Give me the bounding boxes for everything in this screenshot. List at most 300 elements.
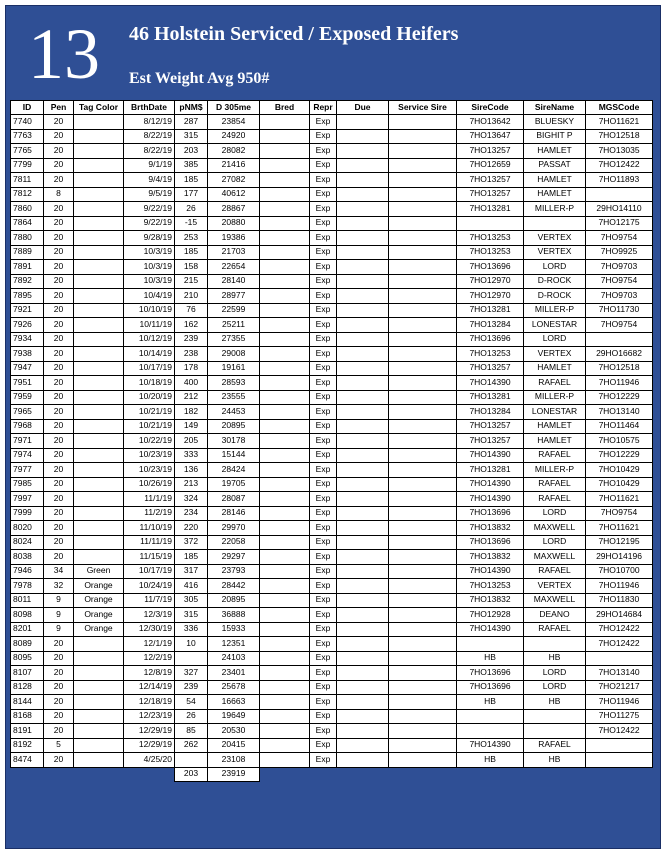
cell-pen: 20 — [44, 216, 74, 231]
cell-sire-code: 7HO13253 — [457, 245, 524, 260]
cell-birth-date: 10/4/19 — [124, 289, 175, 304]
cell-tag-color: Green — [74, 564, 124, 579]
cell-repr: Exp — [310, 506, 337, 521]
cell-id: 8192 — [11, 738, 44, 753]
cell-sire-name: HB — [524, 753, 586, 768]
lot-title: 46 Holstein Serviced / Exposed Heifers — [129, 23, 459, 45]
cell-birth-date: 10/10/19 — [124, 303, 175, 318]
cell-mgs-code — [586, 651, 653, 666]
cell-id: 8089 — [11, 637, 44, 652]
table-row — [11, 376, 653, 391]
cell-birth-date: 11/15/19 — [124, 550, 175, 565]
cell-mgs-code: 7HO11946 — [586, 376, 653, 391]
totals-row — [11, 767, 653, 782]
cell-repr: Exp — [310, 390, 337, 405]
table-row — [11, 724, 653, 739]
cell-bred — [260, 622, 310, 637]
cell-bred — [260, 709, 310, 724]
cell-sire-name: RAFAEL — [524, 448, 586, 463]
cell-mgs-code: 7HO11464 — [586, 419, 653, 434]
cell-birth-date: 11/7/19 — [124, 593, 175, 608]
cell-pen: 9 — [44, 622, 74, 637]
cell-id: 7997 — [11, 492, 44, 507]
cell-due — [337, 579, 389, 594]
cell-sire-name: MAXWELL — [524, 550, 586, 565]
cell-mgs-code: 7HO13140 — [586, 405, 653, 420]
cell-id: 7860 — [11, 202, 44, 217]
cell-tag-color — [74, 376, 124, 391]
cell-repr: Exp — [310, 187, 337, 202]
table-row — [11, 332, 653, 347]
cell-birth-date: 9/4/19 — [124, 173, 175, 188]
cell-service-sire — [389, 506, 457, 521]
cell-tag-color: Orange — [74, 608, 124, 623]
cell-due — [337, 129, 389, 144]
cell-due — [337, 651, 389, 666]
cell-pnm: 149 — [175, 419, 208, 434]
table-row — [11, 347, 653, 362]
cell-pen: 20 — [44, 376, 74, 391]
cell-sire-name: HAMLET — [524, 419, 586, 434]
cell-pnm: 317 — [175, 564, 208, 579]
table-row — [11, 564, 653, 579]
cell-service-sire — [389, 115, 457, 130]
cell-birth-date: 10/21/19 — [124, 405, 175, 420]
cell-bred — [260, 245, 310, 260]
cell-sire-code: 7HO13257 — [457, 173, 524, 188]
cell-tag-color — [74, 129, 124, 144]
cell-service-sire — [389, 666, 457, 681]
cell-mgs-code: 7HO10575 — [586, 434, 653, 449]
cell-tag-color — [74, 666, 124, 681]
cell-sire-code: 7HO13696 — [457, 666, 524, 681]
cell-sire-name: DEANO — [524, 608, 586, 623]
cell-pen: 20 — [44, 680, 74, 695]
cell-pen: 20 — [44, 724, 74, 739]
cell-due — [337, 564, 389, 579]
cell-d305me: 28146 — [208, 506, 260, 521]
cell-pnm — [175, 753, 208, 768]
cell-due — [337, 492, 389, 507]
cell-sire-name: BIGHIT P — [524, 129, 586, 144]
cell-sire-code — [457, 709, 524, 724]
cell-due — [337, 535, 389, 550]
cell-pen: 9 — [44, 593, 74, 608]
cell-mgs-code — [586, 738, 653, 753]
cell-sire-code: HB — [457, 695, 524, 710]
cell-d305me: 12351 — [208, 637, 260, 652]
cell-d305me: 22058 — [208, 535, 260, 550]
cell-sire-code: 7HO14390 — [457, 477, 524, 492]
cell-pnm: 185 — [175, 245, 208, 260]
cell-sire-code: 7HO13696 — [457, 260, 524, 275]
cell-repr: Exp — [310, 419, 337, 434]
cell-sire-code: 7HO13642 — [457, 115, 524, 130]
cell-birth-date: 9/22/19 — [124, 202, 175, 217]
cell-service-sire — [389, 492, 457, 507]
cell-d305me: 15933 — [208, 622, 260, 637]
cell-service-sire — [389, 376, 457, 391]
cell-bred — [260, 535, 310, 550]
cell-sire-code: 7HO13647 — [457, 129, 524, 144]
cell-id: 8144 — [11, 695, 44, 710]
cell-birth-date: 9/22/19 — [124, 216, 175, 231]
cell-d305me: 28867 — [208, 202, 260, 217]
cell-mgs-code: 29HO14684 — [586, 608, 653, 623]
table-header-row — [11, 101, 653, 115]
table-row — [11, 622, 653, 637]
cell-d305me: 30178 — [208, 434, 260, 449]
cell-bred — [260, 260, 310, 275]
cell-mgs-code: 7HO11946 — [586, 579, 653, 594]
cell-pen: 20 — [44, 651, 74, 666]
cell-tag-color — [74, 448, 124, 463]
cell-repr: Exp — [310, 361, 337, 376]
cell-id: 7974 — [11, 448, 44, 463]
cell-sire-code: 7HO14390 — [457, 738, 524, 753]
cell-sire-code: 7HO13281 — [457, 202, 524, 217]
table-row — [11, 216, 653, 231]
cell-tag-color — [74, 709, 124, 724]
cell-id: 7763 — [11, 129, 44, 144]
cell-sire-code: 7HO13253 — [457, 231, 524, 246]
cell-service-sire — [389, 564, 457, 579]
cell-service-sire — [389, 434, 457, 449]
cell-service-sire — [389, 144, 457, 159]
cell-sire-code: 7HO12928 — [457, 608, 524, 623]
cell-d305me: 15144 — [208, 448, 260, 463]
cell-tag-color — [74, 274, 124, 289]
cell-sire-name — [524, 216, 586, 231]
lot-subtitle: Est Weight Avg 950# — [129, 70, 270, 87]
cell-pnm: 203 — [175, 144, 208, 159]
cell-birth-date: 10/22/19 — [124, 434, 175, 449]
cell-sire-name: LORD — [524, 260, 586, 275]
table-row — [11, 492, 653, 507]
cell-sire-name: MILLER-P — [524, 303, 586, 318]
cell-pnm: 385 — [175, 158, 208, 173]
cell-tag-color — [74, 477, 124, 492]
cell-pnm: 76 — [175, 303, 208, 318]
cell-repr: Exp — [310, 318, 337, 333]
cell-mgs-code — [586, 753, 653, 768]
cell-birth-date: 10/3/19 — [124, 274, 175, 289]
cell-sire-name: MAXWELL — [524, 521, 586, 536]
cell-pen: 8 — [44, 187, 74, 202]
heifer-table — [10, 100, 653, 782]
cell-tag-color: Orange — [74, 622, 124, 637]
table-row — [11, 738, 653, 753]
table-row — [11, 419, 653, 434]
cell-pen: 20 — [44, 405, 74, 420]
cell-pnm: 26 — [175, 202, 208, 217]
cell-id: 8020 — [11, 521, 44, 536]
cell-pnm: 336 — [175, 622, 208, 637]
cell-pen: 20 — [44, 521, 74, 536]
cell-id: 8095 — [11, 651, 44, 666]
cell-tag-color — [74, 535, 124, 550]
cell-mgs-code — [586, 187, 653, 202]
cell-tag-color — [74, 506, 124, 521]
cell-mgs-code: 7HO12422 — [586, 158, 653, 173]
cell-pnm: 85 — [175, 724, 208, 739]
cell-bred — [260, 753, 310, 768]
cell-pen: 20 — [44, 506, 74, 521]
cell-service-sire — [389, 535, 457, 550]
cell-birth-date: 8/12/19 — [124, 115, 175, 130]
cell-mgs-code: 7HO12518 — [586, 129, 653, 144]
cell-due — [337, 332, 389, 347]
cell-due — [337, 593, 389, 608]
cell-sire-code: 7HO13257 — [457, 361, 524, 376]
cell-bred — [260, 550, 310, 565]
cell-tag-color — [74, 695, 124, 710]
cell-id: 8201 — [11, 622, 44, 637]
cell-birth-date: 9/1/19 — [124, 158, 175, 173]
cell-due — [337, 216, 389, 231]
cell-sire-name — [524, 637, 586, 652]
cell-pen: 20 — [44, 347, 74, 362]
cell-id: 8098 — [11, 608, 44, 623]
cell-bred — [260, 376, 310, 391]
cell-service-sire — [389, 332, 457, 347]
cell-d305me: 20895 — [208, 419, 260, 434]
cell-pnm: 212 — [175, 390, 208, 405]
cell-id: 8024 — [11, 535, 44, 550]
cell-sire-code: 7HO13832 — [457, 593, 524, 608]
cell-bred — [260, 579, 310, 594]
cell-mgs-code: 7HO12229 — [586, 448, 653, 463]
cell-bred — [260, 738, 310, 753]
cell-mgs-code: 7HO9754 — [586, 506, 653, 521]
cell-pen: 20 — [44, 260, 74, 275]
cell-birth-date: 11/2/19 — [124, 506, 175, 521]
cell-id: 7946 — [11, 564, 44, 579]
cell-sire-name: RAFAEL — [524, 492, 586, 507]
cell-pen: 20 — [44, 390, 74, 405]
table-row — [11, 303, 653, 318]
cell-repr: Exp — [310, 332, 337, 347]
cell-pen: 20 — [44, 550, 74, 565]
cell-service-sire — [389, 173, 457, 188]
cell-mgs-code: 7HO10429 — [586, 477, 653, 492]
cell-pen: 20 — [44, 477, 74, 492]
cell-id: 7799 — [11, 158, 44, 173]
lot-number: 13 — [28, 14, 100, 94]
cell-sire-name: VERTEX — [524, 579, 586, 594]
cell-id: 8168 — [11, 709, 44, 724]
cell-bred — [260, 564, 310, 579]
cell-service-sire — [389, 216, 457, 231]
cell-pnm: 315 — [175, 608, 208, 623]
cell-d305me: 21703 — [208, 245, 260, 260]
cell-tag-color — [74, 753, 124, 768]
cell-sire-name — [524, 709, 586, 724]
cell-pnm: 54 — [175, 695, 208, 710]
cell-d305me: 20415 — [208, 738, 260, 753]
cell-service-sire — [389, 753, 457, 768]
cell-pen: 20 — [44, 158, 74, 173]
cell-repr: Exp — [310, 115, 337, 130]
cell-mgs-code: 7HO9925 — [586, 245, 653, 260]
cell-sire-name: D-ROCK — [524, 274, 586, 289]
cell-service-sire — [389, 318, 457, 333]
col-header-pen: Pen — [44, 101, 74, 115]
cell-sire-name: RAFAEL — [524, 738, 586, 753]
cell-sire-name: LORD — [524, 680, 586, 695]
cell-pnm: 158 — [175, 260, 208, 275]
cell-repr: Exp — [310, 637, 337, 652]
cell-tag-color — [74, 202, 124, 217]
cell-service-sire — [389, 477, 457, 492]
cell-repr: Exp — [310, 753, 337, 768]
cell-service-sire — [389, 637, 457, 652]
cell-bred — [260, 637, 310, 652]
cell-sire-code: 7HO13696 — [457, 506, 524, 521]
cell-service-sire — [389, 622, 457, 637]
cell-pen: 20 — [44, 289, 74, 304]
cell-mgs-code: 7HO12518 — [586, 361, 653, 376]
cell-pnm: 262 — [175, 738, 208, 753]
cell-sire-code: 7HO12970 — [457, 274, 524, 289]
cell-due — [337, 231, 389, 246]
cell-birth-date: 12/29/19 — [124, 738, 175, 753]
cell-mgs-code: 7HO12422 — [586, 724, 653, 739]
cell-due — [337, 144, 389, 159]
cell-mgs-code: 7HO11946 — [586, 695, 653, 710]
cell-tag-color — [74, 724, 124, 739]
cell-service-sire — [389, 550, 457, 565]
cell-repr: Exp — [310, 202, 337, 217]
cell-mgs-code: 7HO11621 — [586, 492, 653, 507]
cell-service-sire — [389, 187, 457, 202]
cell-d305me: 28082 — [208, 144, 260, 159]
cell-pen: 20 — [44, 492, 74, 507]
cell-d305me: 27355 — [208, 332, 260, 347]
cell-due — [337, 405, 389, 420]
cell-sire-code: 7HO13832 — [457, 521, 524, 536]
cell-birth-date: 10/26/19 — [124, 477, 175, 492]
cell-pnm: 372 — [175, 535, 208, 550]
table-row — [11, 274, 653, 289]
cell-due — [337, 390, 389, 405]
cell-pen: 20 — [44, 129, 74, 144]
cell-sire-code: 7HO14390 — [457, 492, 524, 507]
cell-pnm: 215 — [175, 274, 208, 289]
col-header-repr: Repr — [310, 101, 337, 115]
cell-pnm: 220 — [175, 521, 208, 536]
cell-pen: 20 — [44, 173, 74, 188]
cell-d305me: 29970 — [208, 521, 260, 536]
cell-tag-color — [74, 245, 124, 260]
cell-d305me: 21416 — [208, 158, 260, 173]
cell-pnm: 315 — [175, 129, 208, 144]
cell-sire-name: HB — [524, 695, 586, 710]
cell-bred — [260, 680, 310, 695]
cell-d305me: 28977 — [208, 289, 260, 304]
cell-sire-name: VERTEX — [524, 347, 586, 362]
col-header-due: Due — [337, 101, 389, 115]
cell-mgs-code: 7HO11621 — [586, 521, 653, 536]
table-row — [11, 289, 653, 304]
cell-sire-name: D-ROCK — [524, 289, 586, 304]
cell-pen: 20 — [44, 637, 74, 652]
cell-birth-date: 12/1/19 — [124, 637, 175, 652]
cell-due — [337, 521, 389, 536]
cell-id: 7895 — [11, 289, 44, 304]
cell-pen: 20 — [44, 115, 74, 130]
cell-pnm: 178 — [175, 361, 208, 376]
cell-repr: Exp — [310, 680, 337, 695]
cell-sire-code: 7HO13696 — [457, 535, 524, 550]
cell-pen: 9 — [44, 608, 74, 623]
cell-repr: Exp — [310, 579, 337, 594]
cell-sire-name: LONESTAR — [524, 405, 586, 420]
cell-repr: Exp — [310, 347, 337, 362]
table-row — [11, 463, 653, 478]
cell-repr: Exp — [310, 289, 337, 304]
cell-bred — [260, 608, 310, 623]
cell-sire-code: 7HO13281 — [457, 390, 524, 405]
cell-bred — [260, 651, 310, 666]
cell-id: 7971 — [11, 434, 44, 449]
cell-tag-color — [74, 260, 124, 275]
cell-bred — [260, 434, 310, 449]
cell-bred — [260, 361, 310, 376]
cell-due — [337, 347, 389, 362]
cell-bred — [260, 463, 310, 478]
cell-pen: 20 — [44, 695, 74, 710]
cell-id: 7985 — [11, 477, 44, 492]
table-row — [11, 666, 653, 681]
cell-d305me: 23793 — [208, 564, 260, 579]
cell-mgs-code: 7HO13035 — [586, 144, 653, 159]
cell-mgs-code: 7HO9754 — [586, 231, 653, 246]
cell-due — [337, 695, 389, 710]
cell-tag-color — [74, 289, 124, 304]
cell-tag-color — [74, 463, 124, 478]
cell-pen: 20 — [44, 318, 74, 333]
cell-mgs-code: 7HO11275 — [586, 709, 653, 724]
cell-due — [337, 202, 389, 217]
cell-due — [337, 622, 389, 637]
cell-birth-date: 10/14/19 — [124, 347, 175, 362]
cell-mgs-code: 7HO21217 — [586, 680, 653, 695]
table-row — [11, 187, 653, 202]
cell-d305me: 23401 — [208, 666, 260, 681]
cell-pen: 20 — [44, 434, 74, 449]
cell-repr: Exp — [310, 274, 337, 289]
cell-d305me: 28424 — [208, 463, 260, 478]
cell-tag-color — [74, 115, 124, 130]
cell-birth-date: 10/17/19 — [124, 564, 175, 579]
cell-sire-name: LORD — [524, 506, 586, 521]
cell-sire-code: 7HO13284 — [457, 318, 524, 333]
cell-tag-color — [74, 318, 124, 333]
cell-pnm: 213 — [175, 477, 208, 492]
cell-tag-color — [74, 332, 124, 347]
cell-bred — [260, 129, 310, 144]
cell-tag-color — [74, 303, 124, 318]
table-row — [11, 593, 653, 608]
cell-mgs-code: 29HO16682 — [586, 347, 653, 362]
cell-bred — [260, 477, 310, 492]
cell-service-sire — [389, 129, 457, 144]
cell-tag-color — [74, 390, 124, 405]
cell-sire-code: 7HO13253 — [457, 579, 524, 594]
sale-sheet-panel — [5, 5, 661, 849]
cell-sire-name: MILLER-P — [524, 463, 586, 478]
